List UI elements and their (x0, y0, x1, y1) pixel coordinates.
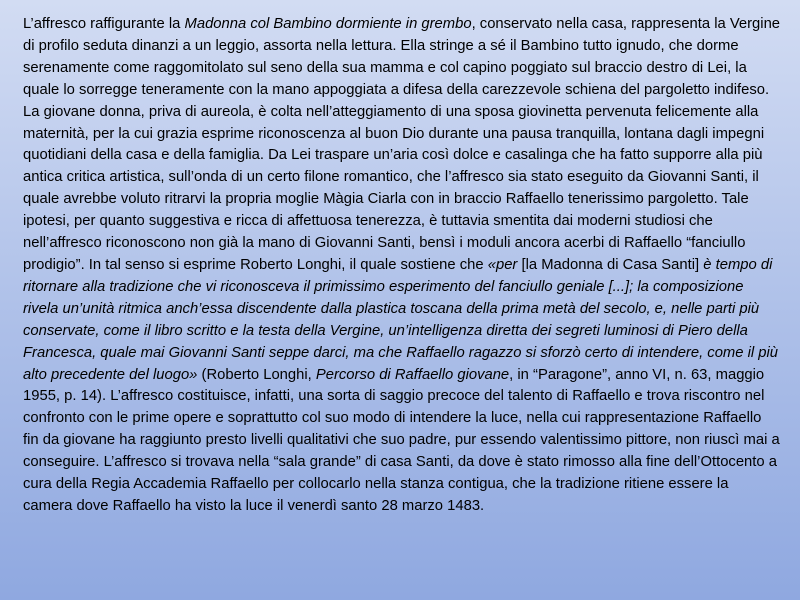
text-segment: , in “Paragone”, anno VI, n. 63, maggio 1955, p. 14). L’affresco costituisce, infatti, una sorta di saggio precoce del talento di Raffaello e trova riscontro nel confronto con le prime opere e soprattutto col suo modo di intendere la luce, nella cui rappresentazione Raffaello fin da giovane ha raggiunto presto livelli qualitativi che suo padre, pur essendo valentissimo pittore, non riuscì mai a conseguire. L’affresco si trovava nella “sala grande” di casa Santi, da dove è stato rimosso alla fine dell’Ottocento a cura della Regia Accademia Raffaello per collocarlo nella stanza contigua, che la tradizione ritiene essere la camera dove Raffaello ha visto la luce il venerdì santo 28 marzo 1483. (23, 366, 780, 514)
citation-title: Percorso di Raffaello giovane (315, 366, 510, 383)
citation-author: (Roberto Longhi, (197, 366, 316, 383)
text-segment: L’affresco raffigurante la (23, 16, 185, 32)
text-segment: , conservato nella casa, rappresenta la Vergine di profilo seduta dinanzi a un leggio, assorta nella lettura. Ella stringe a sé il Bambino tutto ignudo, che dorme serenamente come raggomitolato sul seno della sua mamma e col capino poggiato sul braccio destro di Lei, la quale lo sorregge teneramente con la mano appoggiata a difesa della carezzevole schiena del pargoletto indifeso. La giovane donna, priva di aureola, è colta nell’atteggiamento di una sposa giovinetta pervenuta felicemente alla maternità, per la cui grazia esprime riconoscenza al buon Dio durante una pausa tranquilla, lontana dagli impegni quotidiani della casa e della famiglia. Da Lei traspare un’aria così dolce e casalinga che ha fatto supporre alla più antica critica artistica, sull’onda di un certo filone romantico, che l’affresco sia stato eseguito da Giovanni Santi, il quale avrebbe voluto ritrarvi la propria moglie Màgia Ciarla con in braccio Raffaello tenerissimo pargoletto. Tale ipotesi, per quanto suggestiva e ricca di affettuosa tenerezza, è tuttavia smentita dai moderni studiosi che nell’affresco riconoscono non già la mano di Giovanni Santi, bensì i moduli ancora acerbi di Raffaello “fanciullo prodigio”. In tal senso si esprime Roberto Longhi, il quale sostiene che (23, 16, 781, 273)
artwork-title: Madonna col Bambino dormiente in grembo (184, 16, 472, 32)
quote-open: «per (487, 256, 522, 273)
quote-body: è tempo di ritornare alla tradizione che vi riconosceva il primissimo esperimento del fanciullo geniale [...]; la composizione rivela un’unità ritmica anch’essa discendente dalla plastica toscana della prima metà del secolo, e, nelle parti più conservate, come il libro scritto e la testa della Vergine, un’intelligenza diretta dei segreti luminosi di Piero della Francesca, quale mai Giovanni Santi seppe darci, ma che Raffaello ragazzo si sforzò certo di intendere, come il più alto precedente del luogo» (23, 256, 779, 383)
quote-insertion: [la Madonna di Casa Santi] (521, 256, 704, 273)
body-paragraph (23, 14, 781, 518)
